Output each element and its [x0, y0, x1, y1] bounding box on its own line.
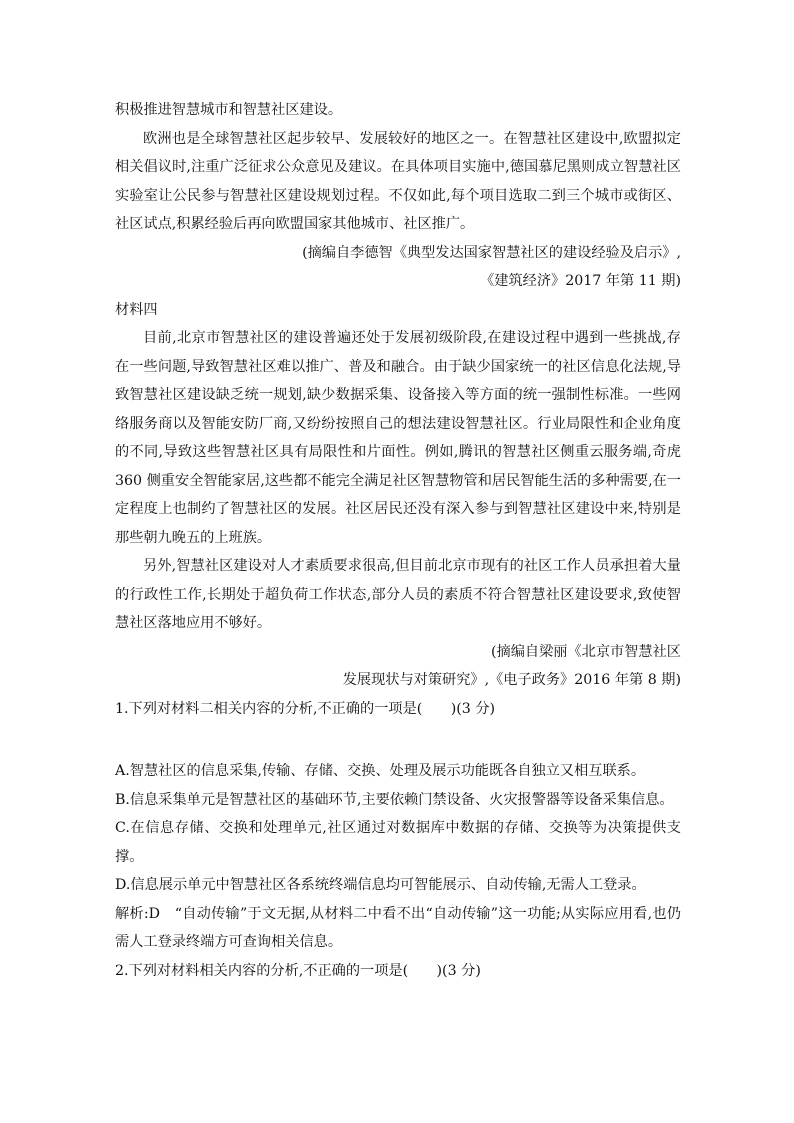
document-page [115, 96, 681, 985]
question-2: 2.下列对材料相关内容的分析,不正确的一项是( )(3 分) [115, 962, 481, 979]
paragraph-material4-2: 另外,智慧社区建设对人才素质要求很高,但目前北京市现有的社区工作人员承担着大量的行政性工作,长期处于超负荷工作状态,部分人员的素质不符合智慧社区建设要求,致使智慧社区落地应用不够好。 [115, 558, 681, 631]
question-1: 1.下列对材料二相关内容的分析,不正确的一项是( )(3 分) [115, 700, 496, 717]
question-1-option-b: B.信息采集单元是智慧社区的基础环节,主要依赖门禁设备、火灾报警器等设备采集信息。 [115, 791, 674, 808]
material-four-heading: 材料四 [115, 301, 158, 318]
paragraph-material4-1: 目前,北京市智慧社区的建设普遍还处于发展初级阶段,在建设过程中遇到一些挑战,存在一些问题,导致智慧社区难以推广、普及和融合。由于缺少国家统一的社区信息化法规,导致智慧社区建设缺乏统一规划,缺少数据采集、设备接入等方面的统一强制性标准。一些网络服务商以及智能安防厂商,又纷纷按照自己的想法建设智慧社区。行业局限性和企业角度的不同,导致这些智慧社区具有局限性和片面性。例如,腾讯的智慧社区侧重云服务端,奇虎 360 侧重安全智能家居,这些都不能完全满足社区智慧物管和居民智能生活的多种需要,在一定程度上也制约了智慧社区的发展。社区居民还没有深入参与到智慧社区建设中来,特别是那些朝九晚五的上班族。 [115, 330, 681, 546]
source-citation-4-line2: 发展现状与对策研究》,《电子政务》2016 年第 8 期) [342, 672, 681, 688]
source-citation-4-line1: (摘编自梁丽《北京市智慧社区 [491, 643, 681, 660]
source-citation-3-line2: 《建筑经济》2017 年第 11 期) [480, 273, 681, 289]
question-1-option-d: D.信息展示单元中智慧社区各系统终端信息均可智能展示、自动传输,无需人工登录。 [115, 877, 646, 893]
question-1-analysis: 解析:D “自动传输”于文无据,从材料二中看不出“自动传输”这一功能;从实际应用看,也仍需人工登录终端方可查询相关信息。 [115, 905, 681, 950]
source-citation-3-line1: (摘编自李德智《典型发达国家智慧社区的建设经验及启示》, [302, 244, 681, 261]
paragraph-intro-end: 积极推进智慧城市和智慧社区建设。 [115, 102, 343, 118]
question-1-option-a: A.智慧社区的信息采集,传输、存储、交换、处理及展示功能既各自独立又相互联系。 [115, 763, 646, 779]
paragraph-europe: 欧洲也是全球智慧社区起步较早、发展较好的地区之一。在智慧社区建设中,欧盟拟定相关倡议时,注重广泛征求公众意见及建议。在具体项目实施中,德国慕尼黑则成立智慧社区实验室让公民参与智慧社区建设规划过程。不仅如此,每个项目选取二到三个城市或街区、社区试点,积累经验后再向欧盟国家其他城市、社区推广。 [115, 130, 681, 232]
question-1-option-c: C.在信息存储、交换和处理单元,社区通过对数据库中数据的存储、交换等为决策提供支撑。 [115, 820, 681, 865]
